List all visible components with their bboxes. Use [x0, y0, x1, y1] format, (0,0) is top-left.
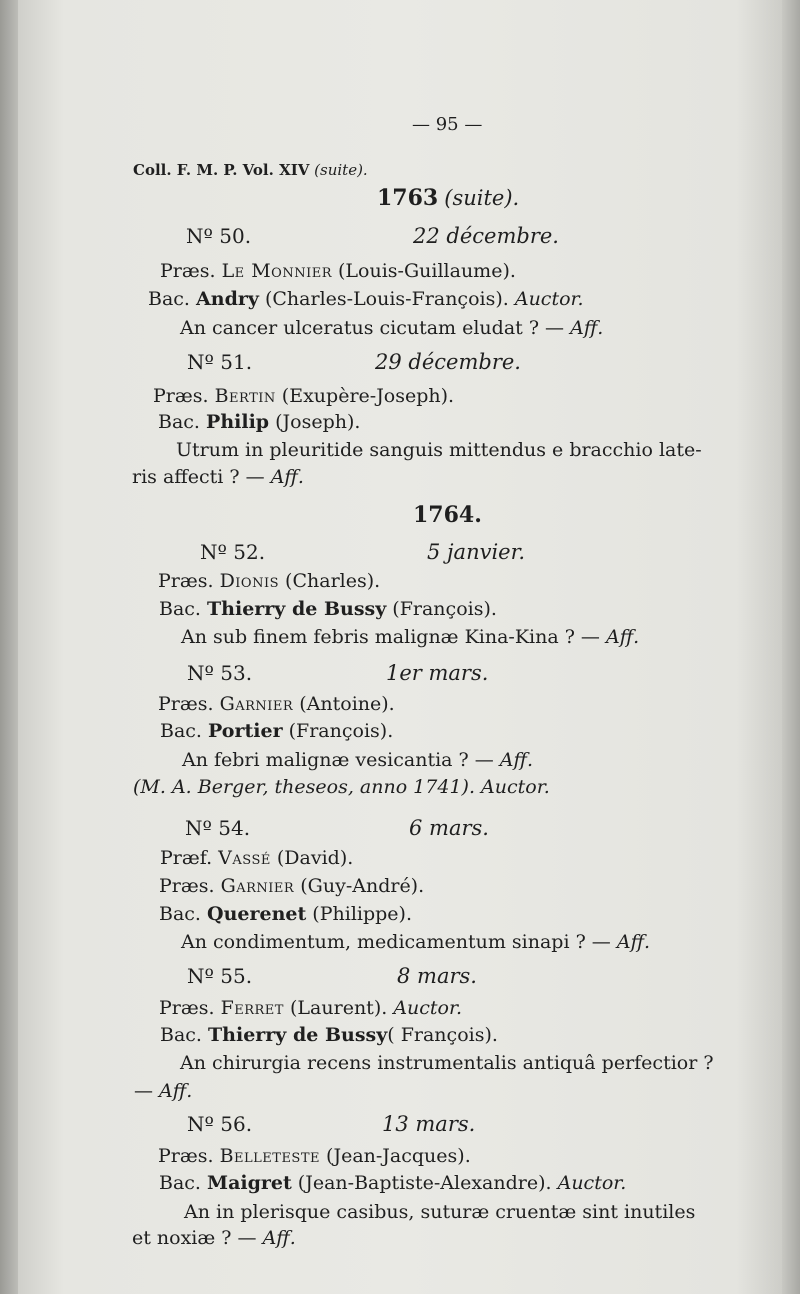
- year-suffix: (suite).: [444, 186, 520, 210]
- person-name: Thierry de Bussy: [208, 1024, 388, 1046]
- question-text: —: [134, 1080, 160, 1102]
- affirmative-mark: Aff.: [499, 749, 534, 771]
- person-forenames: (Laurent).: [283, 997, 394, 1019]
- person-name: Portier: [208, 720, 283, 742]
- person-name: Garnier: [219, 693, 294, 715]
- person-name: Querenet: [207, 903, 307, 925]
- source-note: (M. A. Berger, theseos, anno 1741). Auctor.: [133, 776, 550, 798]
- question-text: An sub finem febris malignæ Kina-Kina ? —: [181, 626, 606, 648]
- person-name: Dionis: [219, 570, 280, 592]
- entry-date: 5 janvier.: [427, 540, 526, 564]
- role-label: Præs.: [159, 875, 215, 897]
- question-text: Utrum in pleuritide sanguis mittendus e bracchio late-: [176, 439, 702, 461]
- role-label: Præs.: [158, 570, 214, 592]
- affirmative-mark: Aff.: [605, 626, 640, 648]
- person-name: Maigret: [207, 1172, 292, 1194]
- affirmative-mark: Aff.: [616, 931, 651, 953]
- role-label: Præs.: [153, 385, 209, 407]
- entry-date: 22 décembre.: [413, 224, 559, 248]
- president-line: [158, 569, 380, 593]
- person-forenames: (Joseph).: [269, 411, 361, 433]
- role-label: Bac.: [159, 1172, 201, 1194]
- person-forenames: (François).: [386, 598, 497, 620]
- role-label: Bac.: [160, 720, 202, 742]
- thesis-question: [180, 316, 603, 340]
- person-forenames: (François).: [282, 720, 394, 742]
- thesis-question-continued: [132, 1226, 296, 1250]
- thesis-question: [181, 625, 639, 649]
- year-number: 1763: [377, 185, 439, 211]
- thesis-question: [181, 930, 650, 954]
- auctor-mark: Auctor.: [514, 288, 584, 310]
- year-heading: 1764.: [413, 502, 482, 528]
- auctor-mark: Auctor.: [557, 1172, 627, 1194]
- person-forenames: ( François).: [387, 1024, 498, 1046]
- scan-left-edge: [0, 0, 18, 1294]
- person-forenames: (Louis-Guillaume).: [331, 260, 516, 282]
- role-label: Præs.: [159, 997, 215, 1019]
- question-text: An cancer ulceratus cicutam eludat ? —: [180, 317, 571, 339]
- bachelor-line: [159, 902, 412, 926]
- president-line: [153, 384, 454, 408]
- entry-date: 1er mars.: [386, 661, 489, 685]
- question-text: An chirurgia recens instrumentalis antiquâ perfectior ?: [180, 1052, 714, 1074]
- person-name: Philip: [206, 411, 270, 433]
- thesis-question-continued: [132, 465, 304, 489]
- auctor-mark: Auctor.: [393, 997, 463, 1019]
- person-name: Ferret: [220, 997, 284, 1019]
- question-text: et noxiæ ? —: [132, 1227, 263, 1249]
- page-number: — 95 —: [412, 114, 483, 135]
- person-forenames: (David).: [270, 847, 354, 869]
- entry-date: 29 décembre.: [375, 350, 521, 374]
- role-label: Præf.: [160, 847, 213, 869]
- thesis-question: [176, 438, 702, 462]
- question-text: ris affecti ? —: [132, 466, 271, 488]
- thesis-question: [182, 748, 533, 772]
- role-label: Præs.: [160, 260, 216, 282]
- person-forenames: (Jean-Jacques).: [320, 1145, 471, 1167]
- bachelor-line: [158, 410, 360, 434]
- bachelor-line: [160, 1023, 498, 1047]
- person-forenames: (Exupère-Joseph).: [275, 385, 455, 407]
- person-forenames: (Philippe).: [306, 903, 412, 925]
- entry-number: Nº 56.: [187, 1112, 253, 1136]
- bachelor-line: [148, 287, 584, 311]
- role-label: Bac.: [148, 288, 190, 310]
- person-name: Garnier: [220, 875, 295, 897]
- person-forenames: (Charles).: [279, 570, 381, 592]
- entry-date: 8 mars.: [397, 964, 477, 988]
- entry-date: 6 mars.: [409, 816, 489, 840]
- affirmative-mark: Aff.: [159, 1080, 193, 1102]
- president-line: [159, 874, 424, 898]
- running-header: [133, 158, 368, 182]
- person-forenames: (Antoine).: [293, 693, 395, 715]
- entry-number: Nº 50.: [186, 224, 252, 248]
- running-header-title: Coll. F. M. P. Vol. XIV: [133, 161, 310, 179]
- affirmative-mark: Aff.: [262, 1227, 296, 1249]
- bachelor-line: [159, 597, 497, 621]
- person-name: Vassé: [218, 847, 271, 869]
- question-text: An condimentum, medicamentum sinapi ? —: [181, 931, 617, 953]
- entry-number: Nº 53.: [187, 661, 253, 685]
- entry-number: Nº 51.: [187, 350, 253, 374]
- thesis-question: [180, 1051, 714, 1075]
- president-line: [160, 259, 516, 283]
- question-text: An in plerisque casibus, suturæ cruentæ sint inutiles: [184, 1201, 696, 1223]
- person-forenames: (Guy-André).: [294, 875, 425, 897]
- person-name: Thierry de Bussy: [207, 598, 387, 620]
- running-header-suffix: (suite).: [314, 161, 368, 179]
- affirmative-mark: Aff.: [570, 317, 604, 339]
- president-line: [158, 692, 395, 716]
- person-name: Le Monnier: [221, 260, 332, 282]
- role-label: Præs.: [158, 693, 214, 715]
- role-label: Bac.: [159, 598, 201, 620]
- person-forenames: (Charles-Louis-François).: [258, 288, 515, 310]
- thesis-question-continued: [134, 1079, 192, 1103]
- year-heading: [377, 186, 519, 211]
- entry-number: Nº 55.: [187, 964, 253, 988]
- affirmative-mark: Aff.: [270, 466, 304, 488]
- entry-number: Nº 54.: [185, 816, 251, 840]
- bachelor-line: [160, 719, 393, 743]
- president-line: [159, 996, 462, 1020]
- person-name: Bertin: [214, 385, 276, 407]
- entry-number: Nº 52.: [200, 540, 266, 564]
- prefect-line: [160, 846, 353, 870]
- thesis-question: [184, 1200, 695, 1224]
- role-label: Bac.: [160, 1024, 202, 1046]
- person-name: Andry: [196, 288, 259, 310]
- role-label: Præs.: [158, 1145, 214, 1167]
- question-text: An febri malignæ vesicantia ? —: [182, 749, 500, 771]
- person-forenames: (Jean-Baptiste-Alexandre).: [291, 1172, 558, 1194]
- entry-date: 13 mars.: [382, 1112, 476, 1136]
- person-name: Belleteste: [219, 1145, 320, 1167]
- president-line: [158, 1144, 471, 1168]
- role-label: Bac.: [158, 411, 200, 433]
- scan-right-edge: [782, 0, 800, 1294]
- bachelor-line: [159, 1171, 626, 1195]
- role-label: Bac.: [159, 903, 201, 925]
